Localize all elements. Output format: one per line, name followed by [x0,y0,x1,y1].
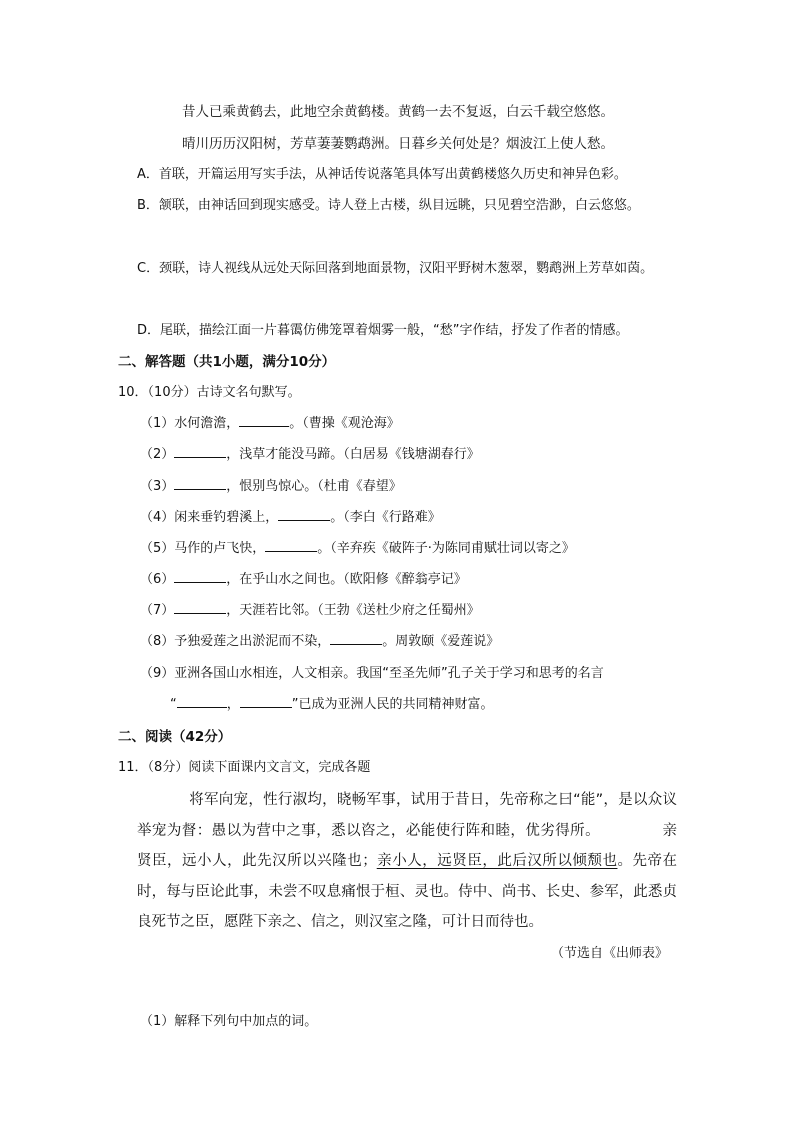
q10-item-6-pre: （6） [140,572,175,587]
option-a: A．首联，开篇运用写实手法，从神话传说落笔具体写出黄鹤楼悠久历史和神异色彩。 [137,167,627,182]
q10-item-6 [140,570,467,590]
q11-subquestion-1: （1）解释下列句中加点的词。 [140,1014,318,1029]
answer-blank[interactable] [239,414,289,427]
section-heading-answer: 二、解答题（共1小题，满分10分） [118,354,336,370]
q10-item-6-post: ，在乎山水之间也。（欧阳修《醉翁亭记》 [226,572,467,587]
passage-part-2: 亲贤臣，远小人，此先汉所以兴隆也； [137,822,677,869]
answer-blank[interactable] [278,508,330,521]
q10-item-3-post: ，恨别鸟惊心。（杜甫《春望》 [226,479,402,494]
q10-item-1-post: 。（曹操《观沧海》 [289,416,400,431]
passage-part-3: 。先帝在时，每与臣论此事，未尝不叹息痛恨于桓、灵也。侍中、尚书、长史、参军，此悉贞良死节之臣，愿陛下亲之、信之，则汉室之隆，可计日而待也。 [137,853,678,930]
q10-item-2-pre: （2） [140,447,175,462]
answer-blank[interactable] [174,570,226,583]
q10-item-2 [140,445,480,465]
q10-item-9-line-1: （9）亚洲各国山水相连，人文相亲。我国“至圣先师”孔子关于学习和思考的名言 [140,666,604,681]
underlined-sentence: 亲小人，远贤臣，此后汉所以倾颓也 [376,853,618,869]
q10-item-9-line-2 [170,695,494,715]
poem-line-1: 昔人已乘黄鹤去，此地空余黄鹤楼。黄鹤一去不复返，白云千载空悠悠。 [182,104,614,120]
q10-item-8-post: 。周敦颐《爱莲说》 [382,634,500,649]
passage-source: （节选自《出师表》 [550,946,668,961]
answer-blank[interactable] [174,445,226,458]
answer-blank[interactable] [265,539,317,552]
comma: ， [226,697,240,712]
q10-item-4-pre: （4）闲来垂钓碧溪上， [140,510,279,525]
q10-item-3 [140,477,402,497]
q10-item-9-tail: ”已成为亚洲人民的共同精神财富。 [291,697,494,712]
passage-part-1: 将军向宠，性行淑均，晓畅军事，试用于昔日，先帝称之曰“能”，是以众议举宠为督：愚以为营中之事，悉以咨之，必能使行阵和睦，优劣得所。 [137,792,677,839]
q10-item-1 [140,414,400,434]
q10-item-5-post: 。（辛弃疾《破阵子·为陈同甫赋壮词以寄之》 [317,541,575,556]
option-b: B．颔联，由神话回到现实感受。诗人登上古楼，纵目远眺，只见碧空浩渺，白云悠悠。 [137,198,640,213]
q10-item-4-post: 。（李白《行路难》 [330,510,441,525]
answer-blank[interactable] [240,695,292,708]
q10-item-7 [140,601,480,621]
q10-item-8-pre: （8）予独爱莲之出淤泥而不染， [140,634,331,649]
question-10-title: 10．（10分）古诗文名句默写。 [118,385,301,400]
option-c: C．颈联，诗人视线从远处天际回落到地面景物，汉阳平野树木葱翠，鹦鹉洲上芳草如茵。 [137,261,654,276]
question-11-title: 11．（8分）阅读下面课内文言文，完成各题 [118,760,371,775]
q10-item-2-post: ，浅草才能没马蹄。（白居易《钱塘湖春行》 [226,447,480,462]
section-heading-reading: 二、阅读（42分） [118,729,232,745]
q10-item-5 [140,539,575,559]
answer-blank[interactable] [174,477,226,490]
poem-line-2: 晴川历历汉阳树，芳草萋萋鹦鹉洲。日暮乡关何处是？烟波江上使人愁。 [182,136,614,152]
open-quote: “ [170,697,177,712]
option-d: D．尾联，描绘江面一片暮霭仿佛笼罩着烟雾一般，“愁”字作结，抒发了作者的情感。 [137,323,629,338]
q10-item-8 [140,632,499,652]
answer-blank[interactable] [177,695,227,708]
answer-blank[interactable] [330,632,382,645]
q10-item-7-pre: （7） [140,603,175,618]
q10-item-4 [140,508,441,528]
q10-item-3-pre: （3） [140,479,175,494]
q10-item-1-pre: （1）水何澹澹， [140,416,240,431]
q10-item-7-post: ，天涯若比邻。（王勃《送杜少府之任蜀州》 [226,603,480,618]
answer-blank[interactable] [174,601,226,614]
classical-passage [137,785,677,938]
q10-item-5-pre: （5）马作的卢飞快， [140,541,266,556]
